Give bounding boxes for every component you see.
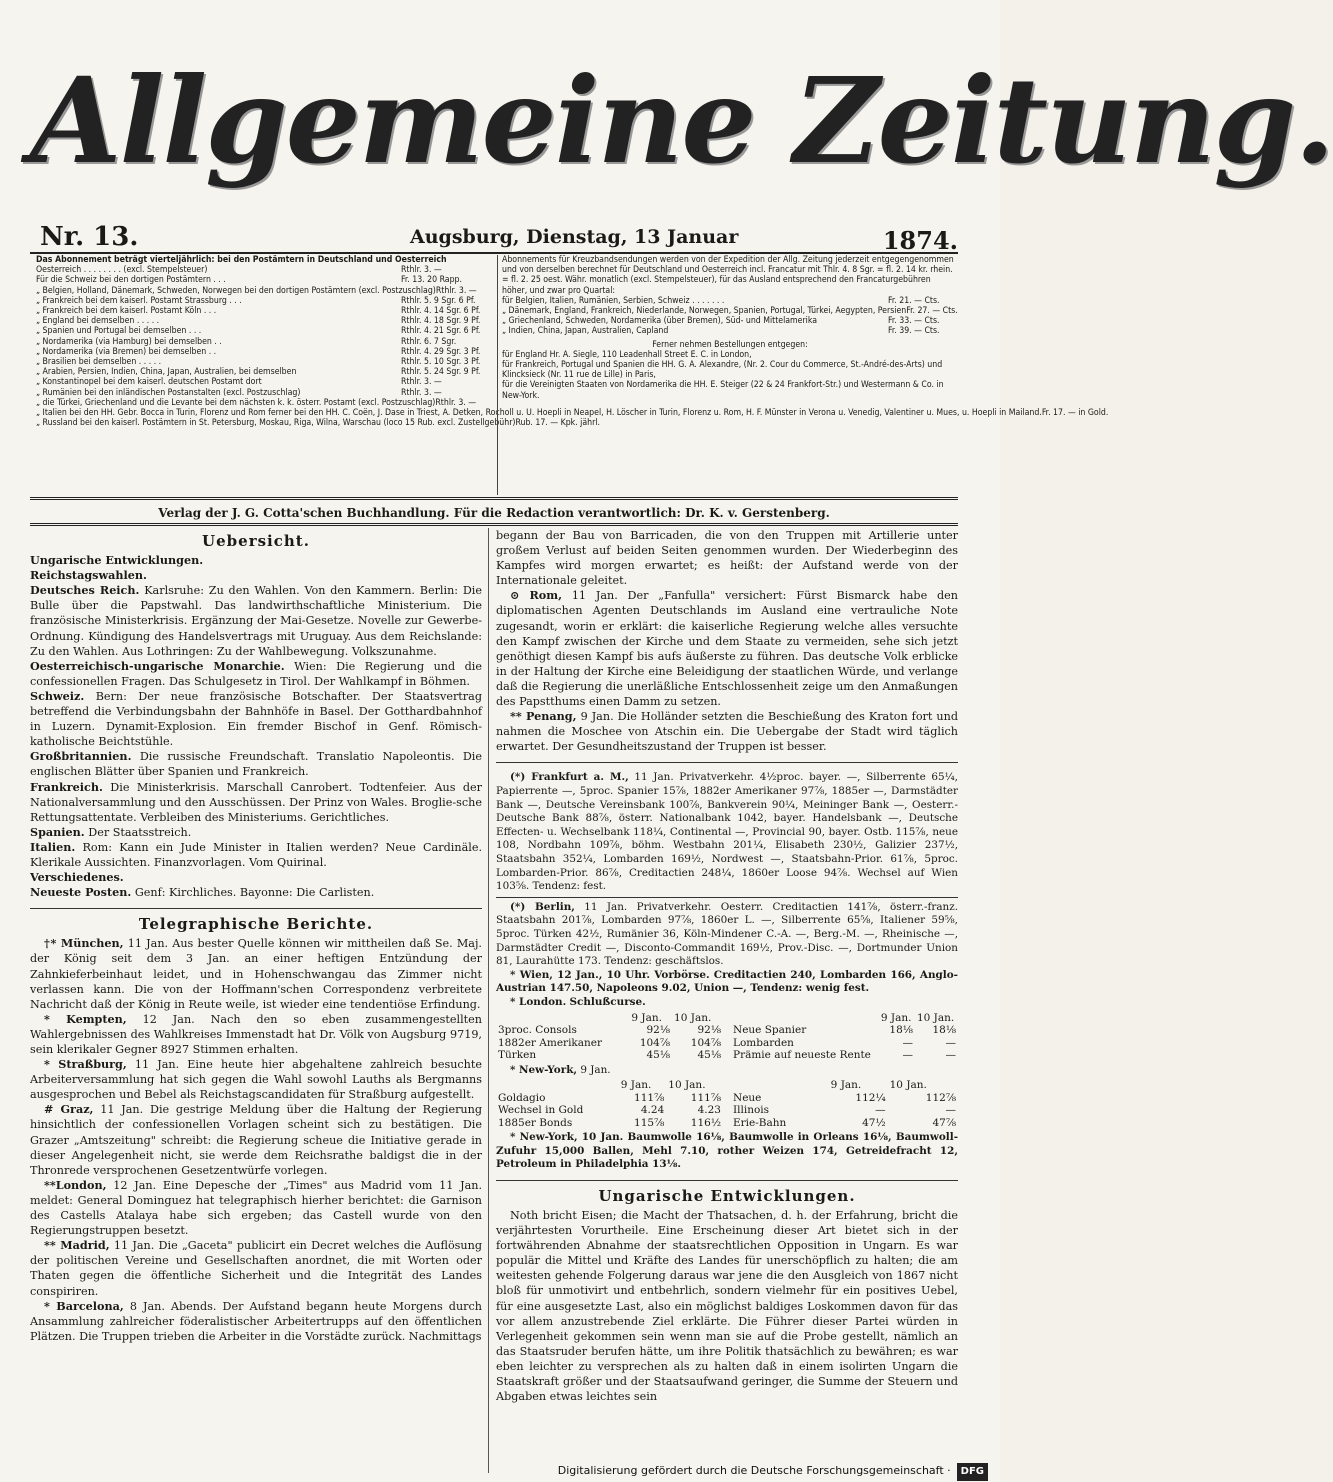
subscription-left-row [36,347,496,357]
uebersicht-item-text: Genf: Kirchliches. Bayonne: Die Carlisten. [134,886,375,900]
subscription-right-intro: Abonnements für Kreuzbandsendungen werden von der Expedition der Allg. Zeitung jederzeit entgegengenommen und von derselben berechnet für Deutschland und Oesterreich incl. Francatur mit Thlr. 4. 8 Sgr. = fl. 2. 14 kr. rhein. = fl. 2. 25 oest. Währ. monatlich (excl. Stempelsteuer), für das Ausland entsprechend den Francaturgebühren höher, und zwar pro Quartal: [502,255,954,296]
left-column [30,528,482,1473]
subscription-left-label: „ Nordamerika (via Hamburg) bei demselben . . [36,336,222,347]
newyork-date: 9 Jan. [580,1063,611,1076]
london-row [731,1037,958,1050]
market-newyork2 [496,1131,958,1172]
london-row [496,1024,723,1037]
london-cell: 92⅛ [697,1024,721,1036]
london-cell: 45⅛ [697,1049,721,1061]
verlag-rule-top [30,497,958,500]
london-head: * London. [510,995,567,1008]
market-newyork-head [496,1064,958,1078]
uebersicht-item [30,870,482,885]
subscription-left-label: „ Belgien, Holland, Dänemark, Schweden, Norwegen bei den dortigen Postämtern (excl. Postzuschlag) [36,285,436,296]
market-frankfurt-head: (*) Frankfurt a. M., [510,771,629,784]
telegram-item [30,1102,482,1177]
article-rom-text: 11 Jan. Der „Fanfulla" versichert: Fürst Bismarck habe den diplomatischen Agenten Deutschlands im Ausland eine vertrauliche Note zugesandt, worin er erklärt: die kaiserliche Regierung welche alles versuchte den Kampf zwischen der Kirche und dem Staate zu vermeiden, sehe sich jetzt genöthigt diesen Kampf bis aufs äußerste zu führen. Das deutsche Volk erblicke in der Haltung der Kirche eine Beleidigung der staatlichen Würde, und verlange daß die Regierung die unerläßliche Entschlossenheit zeige um den Anmaßungen des Papstthums einen Damm zu setzen. [496,589,958,709]
london-row [731,1024,958,1037]
uebersicht-item [30,553,482,568]
newyork-header [731,1079,958,1092]
uebersicht-title: Uebersicht. [202,532,310,550]
newyork-row [731,1117,958,1130]
subscription-left-label: Oesterreich . . . . . . . . (excl. Stempelsteuer) [36,265,208,276]
telegram-text: 12 Jan. Eine Depesche der „Times" aus Madrid vom 11 Jan. meldet: General Dominguez hat telegraphisch hierher berichtet: die Garnison des Castells Atalaya habe sich ergeben; das Castell wurde von den Regierungstruppen besetzt. [30,1178,483,1238]
telegram-text: 11 Jan. Die gestrige Meldung über die Haltung der Regierung hinsichtlich der confessionellen Vorlagen scheint sich zu bestätigen. Die Grazer „Amtszeitung" schreibt: die Regierung scheue die Initiative gerade in dieser Angelegenheit nicht, sie werde dem Reichsrathe baldigst die in der Thronrede versprochenen Gesetzentwürfe vorlegen. [30,1103,482,1177]
newyork-header-cell [731,1079,829,1092]
subscription-right-label: „ Griechenland, Schweden, Nordamerika (über Bremen), Süd- und Mittelamerika [502,316,818,327]
uebersicht-item [30,659,482,689]
newyork-header-cell: 9 Jan. [620,1079,652,1092]
london-row [496,1037,723,1050]
london-table-left [496,1012,723,1062]
dfg-logo: DFG [957,1463,988,1481]
newyork-table-left [496,1079,723,1129]
verlag-rule-bottom [30,523,958,526]
subscription-left-label: „ Frankreich bei dem kaiserl. Postamt Köln . . . [36,306,217,317]
uebersicht-item-head: Großbritannien. [30,749,132,764]
london-cell: 104⅞ [639,1036,671,1049]
footer-text: Digitalisierung gefördert durch die Deutsche Forschungsgemeinschaft · [557,1464,951,1477]
subscription-left-price: Fr. 17. — in Gold. [1041,408,1109,419]
telegram-text: 11 Jan. Die „Gaceta" publicirt ein Decret welches die Auflösung der politischen Vereine und Gesellschaften anordnet, die mit Worten oder Thaten gegen die öffentliche Sicherheit und die Integrität des Landes conspiriren. [30,1239,482,1298]
telegram-item [30,1057,482,1102]
subscription-right-rows [502,296,958,337]
subscription-left-price: Rthlr. 5. 24 Sgr. 9 Pf. [401,367,481,378]
subscription-right-price: Fr. 21. — Cts. [888,295,940,306]
newyork-cell: 112⅞ [925,1091,956,1104]
subscription-right-price: Fr. 39. — Cts. [888,326,940,337]
telegram-head: * Barcelona, [44,1298,124,1313]
ungarische-title: Ungarische Entwicklungen. [598,1186,856,1205]
london-cell: Neue Spanier [733,1024,807,1036]
uebersicht-item-head: Schweiz. [30,688,85,703]
market-wien-head: * Wien, [510,968,553,981]
uebersicht-item [30,840,482,870]
newyork-header-cell: 9 Jan. [830,1079,862,1092]
subscription-left-price: Fr. 13. 20 Rapp. [401,275,463,286]
subscription-left-price: Rthlr. 4. 21 Sgr. 6 Pf. [401,326,481,337]
market-wien [496,969,958,996]
telegram-item [30,1178,482,1238]
market-frankfurt [496,771,958,893]
uebersicht-item-head: Oesterreichisch-ungarische Monarchie. [30,658,285,673]
subscription-left-label: „ Frankreich bei dem kaiserl. Postamt Strassburg . . . [36,295,242,306]
uebersicht-item-text: Bern: Der neue französische Botschafter. Der Staatsvertrag betreffend die Verbindungsbahn der Bahnhöfe in Basel. Der Gotthardbahnhof in Luzern. Dynamit-Explosion. Ein fremder Bischof in Genf. Römisch-katholische Beichtstühle. [30,689,482,749]
uebersicht-item [30,749,482,779]
telegram-head: **London, [44,1177,107,1192]
market-frankfurt-text: 11 Jan. Privatverkehr. 4½proc. bayer. —, Silberrente 65¼, Papierrente —, 5proc. Spanier 15⅞, 1882er Amerikaner 97⅞, 1885er —, Darmstädter Bank —, Deutsche Vereinsbank 100⅞, Bankverein 90¼, Meininger Bank —, Oesterr.-Deutsche Bank 88⅞, österr. Nationalbank 1042, bayer. Handelsbank —, Deutsche Effecten- u. Wechselbank 118¼, Continental —, Provincial 90, bayer. Ostb. 115⅞, neue 108, Nordbahn 109⅞, böhm. Westbahn 201¼, Elisabeth 230½, Galizier 237½, Staatsbahn 352¼, Lombarden 169½, Nordwest —, Staatsbahn-Prior. 61⅞, 5proc. Lombarden-Prior. 86⅞, Creditactien 248¼, 1860er Loose 94⅞. Wechsel auf Wien 103⅝. Tendenz: fest. [496,771,958,893]
newyork-row [496,1104,723,1117]
issue-date: Augsburg, Dienstag, 13 Januar [410,226,739,248]
uebersicht-item-head: Italien. [30,839,76,854]
uebersicht-item [30,885,482,900]
newyork-row [496,1117,723,1130]
london-cell: 1882er Amerikaner [498,1036,603,1049]
london-table [496,1010,958,1064]
article-rom [496,588,958,709]
uebersicht-item [30,568,482,583]
header-rule [30,252,958,254]
market-divider-2 [496,897,958,898]
subscription-divider [497,255,498,495]
newyork-row [731,1104,958,1117]
newyork-cell: 4.24 [640,1104,665,1117]
subscription-left-row [36,388,496,398]
masthead-title: Allgemeine Zeitung. [30,51,1333,190]
subscription-left-label: „ England bei demselben . . . . . [36,316,160,327]
subscription-right-row [502,326,958,336]
uebersicht-item [30,689,482,749]
digitization-footer [558,1462,988,1480]
market-berlin-head: (*) Berlin, [510,900,575,913]
telegram-item [30,936,482,1011]
subscription-left-price: Rthlr. 4. 29 Sgr. 3 Pf. [401,346,481,357]
telegram-text: 8 Jan. Abends. Der Aufstand begann heute Morgens durch Ansammlung zahlreicher föderalistischer Arbeitertrupps auf den öffentlichen Plätzen. Die Truppen trieben die Arbeiter in die Vorstädte zurück. Nachmittags [30,1299,482,1343]
section-divider [30,908,482,909]
uebersicht-item-text: Karlsruhe: Zu den Wahlen. Von den Kammern. Berlin: Die Bulle über die Papstwahl. Das landwirthschaftliche Ministerium. Die französische Ministerkrisis. Ergänzung der Mai-Gesetze. Novelle zur Gewerbe-Ordnung. Kündigung des Handelsvertrags mit Uruguay. Aus dem Reichslande: Zu den Wahlen. Aus Lothringen: Zu der Wahlbewegung. Volkszunahme. [30,584,482,658]
subscription-left-price: Rthlr. 4. 18 Sgr. 9 Pf. [401,316,481,327]
subscription-left-label: „ Russland bei den kaiserl. Postämtern in St. Petersburg, Moskau, Riga, Wilna, Warschau (loco 15 Rub. excl. Zustellgebühr) [36,418,516,429]
subscription-left-row [36,316,496,326]
uebersicht-item-text: Wien: Die Regierung und die confessionellen Fragen. Das Schulgesetz in Tirol. Der Wahlkampf in Böhmen. [30,659,482,688]
ungarische-divider [496,1180,958,1181]
market-london-head [496,996,958,1010]
telegram-text: 11 Jan. Aus bester Quelle können wir mittheilen daß Se. Maj. der König seit dem 3 Jan. an einer heftigen Entzündung der Zahnkieferbeinhaut leidet, und in Hohenschwangau das Zimmer nicht verlassen kann. Die von der Hoffmann'schen Correspondenz verbreitete Nachricht daß der König in Reute weile, ist wieder eine tendentiöse Erfindung. [30,937,482,1011]
telegram-head: * Straßburg, [44,1057,127,1072]
newyork-cell: Illinois [733,1104,770,1117]
uebersicht-item [30,825,482,840]
london-header-cell [731,1012,879,1025]
subscription-left-price: Rthlr. 3. — [401,377,442,388]
dateline [30,222,958,255]
newyork-cell: — [945,1104,956,1117]
uebersicht-item [30,583,482,658]
london-header [731,1012,958,1025]
london-cell: — [902,1049,913,1061]
newyork-cell: Wechsel in Gold [498,1104,584,1117]
ungarische-text: Noth bricht Eisen; die Macht der Thatsachen, d. h. der Erfahrung, bricht die verjährtesten Vorurtheile. Eine Erscheinung dieser Art bietet sich in der fortwährenden Abnahme der staatsrechtlichen Opposition in Ungarn. Es war populär die Mittel und Kräfte des Landes für unerschöpflich zu halten; die am weitesten gehende Folgerung daraus war jene die den Ausgleich von 1867 nicht bloß für unmotivirt und entbehrlich, sondern vielmehr für ein positives Uebel, für eine ausgesetzte Last, also ein möglichst baldiges Loskommen davon für das vor allem anzustrebende Ziel erklärte. Die Führer dieser Partei würden in Verlegenheit gekommen sein wenn man sie auf die Probe gestellt, nämlich an das Staatsruder berufen hätte, um ihre Politik thatsächlich zu bewähren; es war eben leichter zu versprechen als zu halten daß in einem isolirten Ungarn die Staatskraft größer und der Staatsaufwand geringer, die Summe der Steuern und Abgaben etwas leichtes sein [496,1208,958,1404]
newyork-cell: 47½ [862,1116,886,1129]
uebersicht-item-head: Verschiedenes. [30,870,124,885]
market-berlin-text: 11 Jan. Privatverkehr. Oesterr. Creditactien 141⅞, österr.-franz. Staatsbahn 201⅞, Lombarden 97⅞, 1860er L. —, Silberrente 65⅝, Italiener 59⅝, 5proc. Türken 42½, Rumänier 36, Köln-Mindener C.-A. —, Berg.-M. —, Rheinische —, Darmstädter Credit —, Disconto-Commandit 169½, Prov.-Disc. —, Dortmunder Union 81, Laurahütte 173. Tendenz: geschäftslos. [496,900,958,968]
subscription-right-label: für Belgien, Italien, Rumänien, Serbien, Schweiz . . . . . . . [502,295,725,306]
london-header-cell [496,1012,629,1025]
newyork-cell: 47⅞ [932,1116,956,1129]
article-rom-head: ⊙ Rom, [510,588,563,603]
issue-year: 1874. [882,226,958,255]
newyork-cell: 116½ [690,1116,721,1129]
subscription-left-row [36,265,496,275]
newyork-cell: 4.23 [697,1104,721,1117]
newyork-table-right [731,1079,958,1129]
newyork-table [496,1077,958,1131]
subscription-left-row [36,377,496,387]
subscription-right-row [502,296,958,306]
subscription-left-row [36,337,496,347]
newyork-row [496,1092,723,1105]
newyork-cell: 115⅞ [634,1116,665,1129]
london-cell: 3proc. Consols [498,1024,577,1036]
newyork-cell: Neue [733,1091,762,1104]
subscription-left-price: Rthlr. 3. — [435,397,477,408]
subscription-left-price: Rthlr. 4. 14 Sgr. 6 Pf. [401,306,481,317]
subscription-left-price: Rthlr. 3. — [435,285,477,296]
market-berlin [496,901,958,969]
subscription-left-row [36,398,496,408]
barcelona-continuation: begann der Bau von Barricaden, die von den Truppen mit Artillerie unter großem Verlust auf beiden Seiten genommen wurden. Der Wiederbeginn des Kampfes wird morgen erwartet; es heißt: der Aufstand werde von der Internationale geleitet. [496,529,958,588]
newyork-cell: 1885er Bonds [498,1116,573,1129]
uebersicht-item-text: Rom: Kann ein Jude Minister in Italien werden? Neue Cardinäle. Klerikale Aussichten. Finanzvorlagen. Vom Quirinal. [30,840,482,869]
newyork-cell: Goldagio [498,1091,546,1104]
telegraphische-list [30,936,482,1344]
telegram-text: 11 Jan. Eine heute hier abgehaltene zahlreich besuchte Arbeiterversammlung hat sich gegen die Wahl sowohl Lauths als Bergmanns ausgesprochen und Bebel als Reichstagscandidaten für Straßburg aufgestellt. [30,1058,482,1102]
newyork-header-cell: 10 Jan. [889,1079,927,1092]
market-reports [496,771,958,1171]
subscription-left-label: „ Konstantinopel bei dem kaiserl. deutschen Postamt dort [36,377,262,388]
subscription-right-price: Fr. 27. — Cts. [906,306,958,317]
article-penang-head: ** Penang, [510,709,577,724]
subscription-right-row [502,316,958,326]
column-divider [488,528,489,1473]
london-cell: Lombarden [733,1036,794,1049]
uebersicht-item-head: Frankreich. [30,779,103,794]
uebersicht-list [30,553,482,900]
london-cell: 18⅛ [889,1024,913,1036]
subscription-left-price: Rthlr. 3. — [401,265,442,276]
uebersicht-item-text: Die Ministerkrisis. Marschall Canrobert. Todtenfeier. Aus der Nationalversammlung und den Ausschüssen. Der Prinz von Wales. Broglie-sche Rettungsattentate. Verbleiben des Ministeriums. Gerichtliches. [30,780,482,824]
newyork-header-cell: 10 Jan. [668,1079,706,1092]
publisher-line: Verlag der J. G. Cotta'schen Buchhandlung. Für die Redaction verantwortlich: Dr. K. v. Gerstenberg. [158,506,830,520]
issue-number: Nr. 13. [40,222,139,252]
uebersicht-item-text: Die russische Freundschaft. Translatio Napoleontis. Die englischen Blätter über Spanien und Frankreich. [30,750,482,779]
uebersicht-item [30,780,482,825]
uebersicht-item-head: Ungarische Entwicklungen. [30,553,204,568]
telegram-head: †* München, [44,936,124,951]
london-header [496,1012,723,1025]
newyork-cell: Erie-Bahn [733,1116,787,1129]
newyork-cell: 111⅞ [690,1091,721,1104]
market-newyork2-head: * New-York, [510,1131,578,1144]
article-penang-text: 9 Jan. Die Holländer setzten die Beschießung des Kraton fort und nahmen die Moschee von Atschin ein. Die Uebergabe der Stadt wird täglich erwartet. Der Gesundheitszustand der Truppen ist besser. [496,710,959,754]
newyork-header-cell [496,1079,619,1092]
subscription-left-price: Rthlr. 5. 9 Sgr. 6 Pf. [401,295,476,306]
newyork-row [731,1092,958,1105]
newyork-cell: 111⅞ [634,1091,665,1104]
london-cell: 45⅛ [646,1049,671,1061]
london-table-right [731,1012,958,1062]
subscription-left-price: Rthlr. 3. — [401,387,442,398]
telegram-text: 12 Jan. Nach den so eben zusammengestellten Wahlergebnissen des Wahlkreises Immenstadt hat Dr. Völk von Augsburg 9719, sein klerikaler Gegner 8927 Stimmen erhalten. [30,1012,482,1056]
subscription-left-label: „ Nordamerika (via Bremen) bei demselben . . [36,346,217,357]
london-header-cell: 9 Jan. [880,1011,912,1024]
telegram-item [30,1299,482,1344]
london-cell: 104⅞ [690,1036,721,1049]
subscription-left-label: „ Spanien und Portugal bei demselben . . . [36,326,202,337]
newyork-cell: — [875,1104,886,1117]
subscription-left-row [36,275,496,285]
subscription-left-row [36,418,600,429]
subscription-left-row [36,408,1109,419]
subscription-left-label: „ Arabien, Persien, Indien, China, Japan, Australien, bei demselben [36,367,297,378]
london-cell: — [902,1036,913,1049]
telegram-head: # Graz, [44,1102,94,1117]
subscription-left-row [36,296,496,306]
subscription-left-row [36,326,496,336]
london-row [496,1049,723,1062]
agent-line: für Frankreich, Portugal und Spanien die HH. G. A. Alexandre, (Nr. 2. Cour du Commerce, St.-André-des-Arts) und Klincksieck (Nr. 11 rue de Lille) in Paris, [502,360,943,381]
subscription-right-further: Ferner nehmen Bestellungen entgegen: [652,339,808,350]
london-cell: Prämie auf neueste Rente [733,1049,871,1061]
subscription-left-label: „ Italien bei den HH. Gebr. Bocca in Turin, Florenz und Rom ferner bei den HH. C. Coën, J. Dase in Triest, A. Detken, Rocholl u. U. Hoepli in Neapel, H. Löscher in Turin, Florenz u. Rom, H. F. Münster in Verona u. Venedig, Valentiner u. Mues, u. Hoepli in Mailand. [36,408,1042,419]
subscription-left-row [36,306,496,316]
london-header-cell: 10 Jan. [916,1011,955,1024]
subscription-left-label: „ Rumänien bei den inländischen Postanstalten (excl. Postzuschlag) [36,387,301,398]
newyork-head: * New-York, [510,1063,578,1076]
subscription-right [502,255,958,495]
subscription-right-price: Fr. 33. — Cts. [888,316,940,327]
telegram-head: ** Madrid, [44,1238,110,1253]
agent-line: für die Vereinigten Staaten von Nordamerika die HH. E. Steiger (22 & 24 Frankfort-Str.) und Westermann & Co. in New-York. [502,380,944,401]
market-newyork2-text: 10 Jan. Baumwolle 16⅛, Baumwolle in Orleans 16⅛, Baumwoll-Zufuhr 15,000 Ballen, Mehl 7.10, rother Weizen 174, Getreidefracht 12, Petroleum in Philadelphia 13⅛. [496,1131,959,1171]
market-divider [496,762,958,763]
market-wien-text: 12 Jan., 10 Uhr. Vorbörse. Creditactien 240, Lombarden 166, Anglo-Austrian 147.50, Napoleons 9.02, Union —, Tendenz: wenig fest. [496,968,958,995]
telegram-item [30,1238,482,1298]
london-sub: Schlußcurse. [569,995,646,1008]
right-column [496,528,958,1473]
subscription-right-label: „ Dänemark, England, Frankreich, Niederlande, Norwegen, Spanien, Portugal, Türkei, Aegypten, Persien [502,306,907,317]
subscription-left-price: Rub. 17. — Kpk. jährl. [515,418,600,429]
uebersicht-item-head: Reichstagswahlen. [30,568,147,583]
subscription-left-label: Für die Schweiz bei den dortigen Postämtern . . . [36,275,226,286]
newyork-header [496,1079,723,1092]
subscription-left-row [36,286,496,296]
london-cell: 92⅛ [646,1024,671,1036]
london-cell: Türken [498,1049,537,1061]
subscription-left-row [36,367,496,377]
london-header-cell: 10 Jan. [674,1011,712,1024]
london-cell: — [945,1049,956,1061]
agent-line: für England Hr. A. Siegle, 110 Leadenhall Street E. C. in London, [502,349,752,360]
telegram-head: * Kempten, [44,1011,127,1026]
subscription-right-agents [502,350,958,401]
uebersicht-item-text: Der Staatsstreich. [88,825,192,839]
subscription-right-label: „ Indien, China, Japan, Australien, Capland [502,326,669,337]
london-cell: 18⅛ [932,1024,956,1036]
subscription-left-label: „ Brasilien bei demselben . . . . . [36,357,162,368]
subscription-left-price: Rthlr. 5. 10 Sgr. 3 Pf. [401,357,481,368]
subscription-left-label: „ die Türkei, Griechenland und die Levante bei dem nächsten k. k. österr. Postamt (excl. Postzuschlag) [36,397,436,408]
uebersicht-item-head: Spanien. [30,824,85,839]
telegram-item [30,1012,482,1057]
london-row [731,1049,958,1062]
london-header-cell: 9 Jan. [631,1011,662,1024]
subscription-left-price: Rthlr. 6. 7 Sgr. [401,336,457,347]
subscription-left-row [36,357,496,367]
uebersicht-item-head: Deutsches Reich. [30,583,140,598]
uebersicht-item-head: Neueste Posten. [30,885,132,900]
subscription-left-intro: Das Abonnement beträgt vierteljährlich: bei den Postämtern in Deutschland und Oesterreich [36,255,447,265]
telegraphische-title: Telegraphische Berichte. [138,915,374,934]
newyork-cell: 112¼ [855,1091,886,1104]
subscription-right-row [502,306,958,316]
article-penang [496,709,958,754]
london-cell: — [945,1036,956,1049]
